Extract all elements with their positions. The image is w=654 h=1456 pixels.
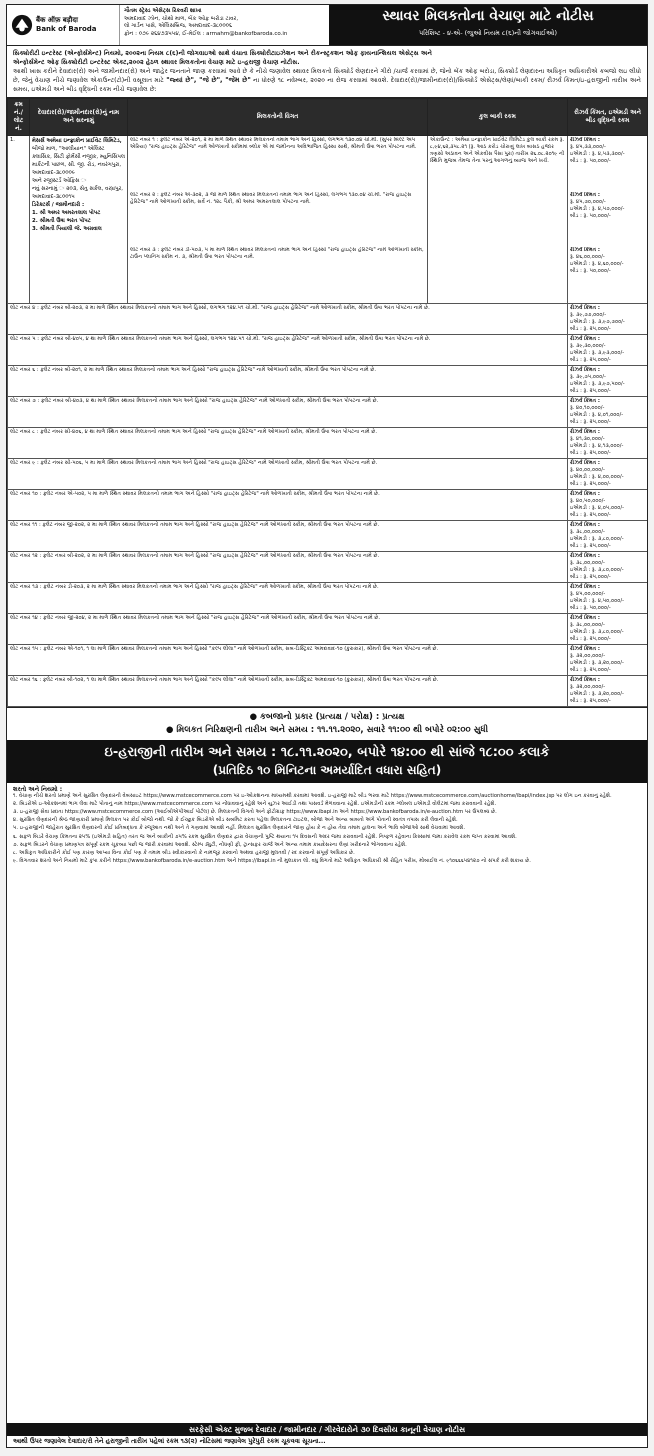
lot-description: લોટ નંબર ૭ : ફ્લેટ નંબર બી-૪૦૩, ૪ થા માળે સ્થિત સ્થાવર મિલકતનો તમામ ભાગ અને હિસ્સો "રાજ હાઇટ્સ હેરિટેજ" નામે ઓળખાતી સ્કીમ, શ્રીમતી ઉષા ભરત પોપટના નામે છે.: [8, 397, 568, 428]
reserve-value: રૂ. ૩૨,૦૦,૦૦૦/-: [570, 684, 606, 690]
reserve-label: રીઝર્વ કિંમત :: [570, 615, 600, 621]
intro-body-1: આથી ખાસ કરીને દેવાદાર(રો) અને જામીનદાર(રો) અને જાહેર જનતાને જાણ કરવામાં આવે છે કે નીચે જણાવેલ સ્થાવર મિલકતો સિક્યોર્ડ લેણદારને ગીરો /ચાર્જ કરવામાં છે, જેનો બેંક ઓફ બરોડા, સિક્યોર્ડ લેણદારના અધિકૃત અધિકારીએ કબજો લઇ લીધો છે, જેનું વેચાણ નીચે જણાવેલ એકાઉન્ટ(ટો)ની વસૂલાત માટે: [13, 68, 641, 84]
terms-item: ૫. ઇ-હરાજીની જાહેરાત સુરક્ષિત લેણદારની કોઈ પ્રતિબદ્ધતા કે રજૂઆત નથી અને તે ગણવામાં આવશે નહીં. મિલકત સુરક્ષિત લેણદારને જાણ હોય કે ન હોય તેવા તમામ હાલના અને ભાવિ બોજાઓ સાથે વેચવામાં આવશે.: [13, 825, 466, 832]
reserve-label: રીઝર્વ કિંમત :: [570, 398, 600, 404]
bid-increment: બીડ : રૂ. ૨૫,૦૦૦/-: [570, 574, 611, 580]
emd-value: ઇએમડી : રૂ. ૩,૨૦,૦૦૦/-: [570, 691, 624, 697]
bank-name-hindi: बैंक ऑफ़ बड़ौदा: [36, 16, 78, 24]
reserve-price-group: [568, 136, 648, 304]
reserve-value: રૂ. ૩૮,૦૦,૦૦૦/-: [570, 622, 605, 628]
auction-banner: [7, 740, 647, 783]
table-row: [8, 304, 648, 335]
bid-increment: બીડ : રૂ. ૨૫,૦૦૦/-: [570, 543, 611, 549]
bank-name-english: Bank of Baroda: [36, 25, 97, 33]
col-header-sr: ક્રમ નં./ લોટ નં.: [8, 99, 30, 136]
bid-increment: બીડ : રૂ. ૨૫,૦૦૦/-: [570, 667, 611, 673]
reserve-price: [568, 459, 648, 490]
intro-body: [13, 67, 641, 94]
possession-inspection: [7, 707, 647, 740]
table-row: [8, 397, 648, 428]
terms-heading: શરતો અને નિયમો :: [13, 786, 63, 793]
notice-subtitle: પરિશિષ્ટ - ૪-એ- (જુઓ નિયમ ૮(૬)ની જોગવાઈઓ): [419, 29, 557, 37]
reserve-label: રીઝર્વ કિંમત :: [570, 646, 600, 652]
lot-description: લોટ નંબર ૧૨ : ફ્લેટ નંબર બી-૨૦૨, ૨ મા માળે સ્થિત સ્થાવર મિલકતનો તમામ ભાગ અને હિસ્સો "રાજ હાઇટ્સ હેરિટેજ" નામે ઓળખાતી સ્કીમ, શ્રીમતી ઉષા ભરત પોપટના નામે છે.: [8, 552, 568, 583]
lot-rows: [8, 304, 648, 707]
reserve-label: રીઝર્વ કિંમત :: [570, 192, 600, 198]
emd-value: ઇએમડી : રૂ. ૪,૦૧,૦૦૦/-: [570, 412, 624, 418]
notice-title: સ્થાવર મિલકતોના વેચાણ માટે નોટીસ: [382, 8, 594, 24]
reserve-label: રીઝર્વ કિંમત :: [570, 305, 600, 311]
lot-description: લોટ નંબર ૨ : ફ્લેટ નંબર એ-૩૦૨, ૩ જા માળે સ્થિત સ્થાવર મિલકતનો તમામ ભાગ અને હિસ્સો, લગભગ ૧૩૦.૦૪ ચો.મી. "રાજ હાઇટ્સ હેરિટેજ" નામે ઓળખાતી સ્કીમ, સર્વે નં. ૧૨૮ પૈકી, શ્રી અમર અમરતલાલ પોપટના નામે.: [130, 192, 412, 205]
reserve-value: રૂ. ૪૫,૦૦,૦૦૦/-: [570, 591, 606, 597]
bid-increment: બીડ : રૂ. ૫૦,૦૦૦/-: [570, 268, 611, 274]
reserve-label: રીઝર્વ કિંમત :: [570, 247, 600, 253]
lot-description: લોટ નંબર ૧૦ : ફ્લેટ નંબર એ-૫૦૨, ૫ મા માળે સ્થિત સ્થાવર મિલકતનો તમામ ભાગ અને હિસ્સો "રાજ હાઇટ્સ હેરિટેજ" નામે ઓળખાતી સ્કીમ, શ્રીમતી ઉષા ભરત પોપટના નામે છે.: [8, 490, 568, 521]
reserve-value: રૂ. ૪૫,૭૦,૦૦૦/-: [570, 199, 606, 205]
borrower-line: 2. શ્રીમતી ઉષા ભરત પોપટ: [32, 218, 91, 224]
emd-value: ઇએમડી : રૂ. ૪,૫૭,૦૦૦/-: [570, 206, 625, 212]
lot-description: લોટ નંબર ૩ : ફ્લેટ નંબર ડી-૫૦૩, ૫ મા માળે સ્થિત સ્થાવર મિલકતનો તમામ ભાગ અને હિસ્સો "રાજ હાઇટ્સ હેરિટેજ" નામે ઓળખાતી સ્કીમ, ટાઉન પ્લાનિંગ સ્કીમ નં. ૩, શ્રીમતી ઉષા ભરત પોપટના નામે.: [130, 247, 424, 260]
emd-value: ઇએમડી : રૂ. ૩,૯૭,૫૦૦/-: [570, 381, 625, 387]
terms-item: ૩. ઇ-હરાજી સેવા પ્રદાતા https://www.mstcecommerce.com (આઈબીએપીઆઈ પોર્ટલ) છે. મિલકતની વિગતો અને ફોટોગ્રાફ https://www.ibapi.in અને https://www.bankofbaroda.in/e-auction.htm પર ઉપલબ્ધ છે.: [13, 809, 497, 816]
lot-description: લોટ નંબર ૧૪ : ફ્લેટ નંબર જી-૨૦૪, ૨ મા માળે સ્થિત સ્થાવર મિલકતનો તમામ ભાગ અને હિસ્સો "રાજ હાઇટ્સ હેરિટેજ" નામે ઓળખાતી સ્કીમ, શ્રીમતી ઉષા ભરત પોપટના નામે છે.: [8, 614, 568, 645]
reserve-price: [568, 428, 648, 459]
reserve-value: રૂ. ૩૮,૦૦,૦૦૦/-: [570, 529, 605, 535]
emd-value: ઇએમડી : રૂ. ૪,૫૦,૦૦૦/-: [570, 598, 624, 604]
reserve-price: [568, 366, 648, 397]
reserve-value: રૂ. ૩૯,૭૫,૦૦૦/-: [570, 374, 606, 380]
reserve-label: રીઝર્વ કિંમત :: [570, 429, 600, 435]
table-row: [8, 521, 648, 552]
bid-increment: બીડ : રૂ. ૨૫,૦૦૦/-: [570, 388, 611, 394]
lot-description: લોટ નંબર ૧૧ : ફ્લેટ નંબર જી-૨૦૨, ૨ મા માળે સ્થિત સ્થાવર મિલકતનો તમામ ભાગ અને હિસ્સો "રાજ હાઇટ્સ હેરિટેજ" નામે ઓળખાતી સ્કીમ, શ્રીમતી ઉષા ભરત પોપટના નામે છે.: [8, 521, 568, 552]
auction-datetime: ઇ-હરાજીની તારીખ અને સમય : ૧૮.૧૧.૨૦૨૦, બપોરે ૧૪:૦૦ થી સાંજે ૧૮:૦૦ કલાકે: [104, 745, 550, 760]
footer-title: સરફેસી એક્ટ મુજબ દેવાદાર / જામીનદાર / ગીરવેદારોને ૩૦ દિવસીય કાનૂની વેચાણ નોટીસ: [7, 1423, 647, 1436]
reserve-price: [568, 304, 648, 335]
table-row: [8, 490, 648, 521]
reserve-price: [570, 247, 645, 302]
reserve-value: રૂ. ૪૦,૧૦,૦૦૦/-: [570, 405, 605, 411]
emd-value: ઇએમડી : રૂ. ૩,૮૦,૦૦૦/-: [570, 629, 624, 635]
terms-item: ૨. બિડરોએ ઇ-ઓકશનમાં ભાગ લેવા માટે પોતાનું નામ https://www.mstcecommerce.com પર નોંધાવવાનું રહેશે અને યુઝર આઈડી તથા પાસવર્ડ મેળવવાના રહેશે. ઇએમડીની રકમ ગ્લોબલ ઇએમડી વોલેટમાં જમા કરાવવાની રહેશે.: [13, 801, 497, 808]
bid-increment: બીડ : રૂ. ૫૦,૦૦૦/-: [570, 605, 611, 611]
borrower-line: ડિરેક્ટર્સ / જામીનદારો :: [32, 202, 85, 208]
lot-description: લોટ નંબર ૧ : ફ્લેટ નંબર એ-૨૦૧, ૨ મા માળે સ્થિત સ્થાવર મિલકતનો તમામ ભાગ અને હિસ્સો, લગભગ ૧૩૦.૦૪ ચો.મી. (સુપર બિલ્ટ અપ એરિયા) "રાજ હાઇટ્સ હેરિટેજ" નામે ઓળખાતી સ્કીમમાં બ્લોક એ માં જમીનના અવિભાજિત હિસ્સા સાથે, શ્રીમતી ઉષા ભરત પોપટના નામે.: [130, 137, 417, 150]
branch-address: [119, 5, 329, 45]
bid-increment: બીડ : રૂ. ૫૦,૦૦૦/-: [570, 158, 611, 164]
col-header-reserve: રીઝર્વ કિંમત, ઇએમડી અને બીડ વૃદ્ધિની રકમ: [568, 99, 648, 136]
outstanding-amount: એકાઉન્ટ : અમેયા ઇન્ફ્રાકોન પ્રાઈવેટ લિમિટેડ કુલ બાકી રકમ રૂ. ૮,૯૪,૬૨,૩૫૮.૨૧ (રૂ. આઠ કરોડ ચોરાણું લાખ બાસઠ હજાર ત્રણસો અઠાવન અને એકવીસ પૈસા પુરા) તારીખ ૨૬.૦૮.૨૦૧૯ ની સ્થિતિ મુજબ તેમજ તેના પરનું આગળનું વ્યાજ અને ખર્ચ.: [428, 136, 568, 304]
intro-body-2: ના ધોરણે ૧૮ નવેમ્બર, ૨૦૨૦ ના રોજ કરવામાં આવશે. દેવાદાર(રો)/જામીનદાર(રો)/સિક્યોર્ડ એસેટ્સ/લેણાં/બાકી રકમ/ રીઝર્વ કિંમત/ઇ-હરાજીની તારીખ અને સમય, ઇએમડી અને બીડ વૃદ્ધિની રકમ નીચે જણાવેલ છે:: [13, 77, 641, 93]
terms-item: ૯. વિગતવાર શરતો અને નિયમો માટે કૃપા કરીને https://www.bankofbaroda.in/e-auction.htm અને https://ibapi.in ની મુલાકાત લો. વધુ વિગતો માટે અધિકૃત અધિકારી શ્રી રોહિત પરીખ, મોબાઈલ નં. ૯૧૦૬૬૬૫૪૧૨૭ નો સંપર્ક કરી શકાય છે.: [13, 857, 531, 864]
reserve-price: [570, 137, 645, 192]
reserve-value: રૂ. ૩૮,૦૦,૦૦૦/-: [570, 560, 605, 566]
borrower-line: 3. શ્રીમતી પિયાલી જે. અગ્રવાલ: [32, 226, 102, 232]
borrower-line: 1. શ્રી અમર અમરતલાલ પોપટ: [32, 210, 101, 216]
as-is-clause: "જ્યાં છે", "જે છે", "જેમ છે": [166, 76, 251, 84]
reserve-label: રીઝર્વ કિંમત :: [570, 522, 600, 528]
reserve-label: રીઝર્વ કિંમત :: [570, 584, 600, 590]
reserve-value: રૂ. ૪૦,૦૦,૦૦૦/-: [570, 467, 605, 473]
terms-item: ૪. સુરક્ષિત લેણદારની શ્રેષ્ઠ જાણકારી પ્રમાણે મિલકત પર કોઈ બોજો નથી. જો કે ઈચ્છુક બિડરોએ બીડ સબમિટ કરતા પહેલા મિલકતના ટાઇટલ, બોજા અને અન્ય બાબતો અંગે પોતાની સ્વતંત્ર તપાસ કરી લેવાની રહેશે.: [13, 817, 458, 824]
reserve-value: રૂ. ૪૦,૫૦,૦૦૦/-: [570, 498, 606, 504]
reserve-price: [568, 645, 648, 676]
reserve-value: રૂ. ૪૧,૩૦,૦૦૦/-: [570, 436, 605, 442]
table-row: [8, 583, 648, 614]
emd-value: ઇએમડી : રૂ. ૪,૬૦,૦૦૦/-: [570, 261, 624, 267]
intro-section: [7, 46, 647, 98]
bid-increment: બીડ : રૂ. ૨૫,૦૦૦/-: [570, 357, 611, 363]
table-row: [8, 676, 648, 707]
bid-increment: બીડ : રૂ. ૨૫,૦૦૦/-: [570, 326, 611, 332]
borrower-line: બીજો માળ, "આલીયાન" એલિસ્ટ ક્લાસિક, સિટી ફોર્મેસી નજીક, મ્યુનિસિપલ માર્કેટની પાછળ, સી. જી. રોડ, નવરંગપુરા, અમદાવાદ-૩૮૦૦૦૯: [32, 146, 125, 176]
table-row: [8, 428, 648, 459]
table-row: [8, 552, 648, 583]
emd-value: ઇએમડી : રૂ. ૪,૦૦,૦૦૦/-: [570, 474, 624, 480]
reserve-price: [568, 490, 648, 521]
lot-description: લોટ નંબર ૧૩ : ફ્લેટ નંબર ડી-૨૦૩, ૨ મા માળે સ્થિત સ્થાવર મિલકતનો તમામ ભાગ અને હિસ્સો "રાજ હાઇટ્સ હેરિટેજ" નામે ઓળખાતી સ્કીમ, શ્રીમતી ઉષા ભરત પોપટના નામે છે.: [8, 583, 568, 614]
bob-logo-icon: [11, 14, 33, 36]
lot-description: લોટ નંબર ૪ : ફ્લેટ નંબર બી-૨૦૩, ૨ મા માળે સ્થિત સ્થાવર મિલકતનો તમામ ભાગ અને હિસ્સો, લગભગ ૧૨૪.૫૧ ચો.મી. "રાજ હાઇટ્સ હેરિટેજ" નામે ઓળખાતી સ્કીમ, શ્રીમતી ઉષા ભરત પોપટના નામે છે.: [8, 304, 568, 335]
auction-extension: (પ્રતિદિઠ ૧૦ મિનિટના અમર્યાદિત વધારા સહિત): [212, 763, 442, 777]
emd-value: ઇએમડી : રૂ. ૩,૮૦,૦૦૦/-: [570, 536, 624, 542]
reserve-label: રીઝર્વ કિંમત :: [570, 336, 600, 342]
lot-description: લોટ નંબર ૧૫ : ફ્લેટ નંબર એ-૧૦૧, ૧ લા માળે સ્થિત સ્થાવર મિલકતનો તમામ ભાગ અને હિસ્સો "કલ્પ લીલા" નામે ઓળખાતી સ્કીમ, સબ-ડિસ્ટ્રિક્ટ અમદાવાદ-૧૦ (કુરુકાર), શ્રીમતી ઉષા ભરત પોપટના નામે છે.: [8, 645, 568, 676]
branch-line: ગૌતમ સ્ટ્રેસ્ડ એસેટ્સ રિકવરી શાખા: [124, 8, 202, 14]
notice-page: [6, 4, 648, 1448]
terms-list: [13, 793, 641, 865]
property-details: [128, 136, 428, 304]
bid-increment: બીડ : રૂ. ૨૫,૦૦૦/-: [570, 512, 611, 518]
branch-contact: ફોન : ૦૭૯ ૨૬૪૭૩૫૫૪, ઈ-મેઈલ : armahm@bankofbaroda.co.in: [124, 30, 288, 37]
table-row: [8, 645, 648, 676]
terms-section: [7, 783, 647, 1123]
terms-item: ૭. સફળ બિડરને વેચાણ પ્રમાણપત્ર સંપૂર્ણ રકમ ચૂકવ્યા પછી જ જારી કરવામાં આવશે. સ્ટેમ્પ ડ્યુટી, નોંધણી ફી, ટ્રાન્સફર ચાર્જ અને અન્ય તમામ કાયદેસરના લેણાં ખરીદનારે ભોગવવાના રહેશે.: [13, 841, 407, 848]
emd-value: ઇએમડી : રૂ. ૪,૫૩,૩૦૦/-: [570, 151, 625, 157]
footer-text: આથી ઉપર જણાવેલ દેવાદાર/રો તેને હરાજીની તારીખ પહેલાં રકમ ૧૩(૨) નોટિસમાં જણાવેલ પુરેપુરી રકમ ચૂકવવા સૂચના...: [13, 1438, 326, 1445]
table-row: [8, 136, 648, 304]
reserve-value: રૂ. ૪૫,૩૩,૦૦૦/-: [570, 144, 606, 150]
reserve-label: રીઝર્વ કિંમત :: [570, 367, 600, 373]
reserve-value: રૂ. ૩૯,૭૭,૦૦૦/-: [570, 312, 607, 318]
table-row: [8, 335, 648, 366]
reserve-price: [568, 614, 648, 645]
table-row: [8, 614, 648, 645]
table-row: [8, 366, 648, 397]
notice-title-box: [329, 5, 647, 45]
table-header-row: [8, 99, 648, 136]
reserve-price: [568, 583, 648, 614]
footer: [7, 1423, 647, 1447]
borrower-line: મેસર્સ અમેયા ઇન્ફ્રાકોન પ્રાઈવેટ લિમિટેડ,: [32, 138, 122, 144]
branch-line: અમદાવાદ ઝોન, ચોથો માળ, બેંક ઓફ બરોડા ટાવર,: [124, 15, 239, 22]
reserve-price: [568, 335, 648, 366]
reserve-price: [570, 192, 645, 247]
bid-increment: બીડ : રૂ. ૨૫,૦૦૦/-: [570, 481, 611, 487]
reserve-price: [568, 397, 648, 428]
reserve-price: [568, 676, 648, 707]
emd-value: ઇએમડી : રૂ. ૩,૯૭,૭૦૦/-: [570, 319, 625, 325]
reserve-label: રીઝર્વ કિંમત :: [570, 460, 600, 466]
bank-logo: [7, 5, 119, 45]
sr-number: 1.: [8, 136, 30, 304]
bid-increment: બીડ : રૂ. ૫૦,૦૦૦/-: [570, 213, 611, 219]
reserve-label: રીઝર્વ કિંમત :: [570, 553, 600, 559]
reserve-price: [568, 552, 648, 583]
emd-value: ઇએમડી : રૂ. ૩,૨૦,૦૦૦/-: [570, 660, 624, 666]
terms-item: ૬. સફળ બિડરે વેચાણ કિંમતના ૨૫% (ઇએમડી સહિત) તરત જ અને બાકીની ૭૫% રકમ સુરક્ષિત લેણદાર દ્વારા વેચાણની પુષ્ટિ થયાના ૧૫ દિવસની અંદર જમા કરાવવાની રહેશે. નિષ્ફળ રહેવાના કિસ્સામાં જમા કરાવેલ રકમ જપ્ત કરવામાં આવશે.: [13, 833, 517, 840]
reserve-label: રીઝર્વ કિંમત :: [570, 677, 600, 683]
borrower-line: અને રજીસ્ટર્ડ ઓફિસ ઃ: [32, 178, 87, 184]
emd-value: ઇએમડી : રૂ. ૪,૧૩,૦૦૦/-: [570, 443, 624, 449]
col-header-property: મિલકતોની વિગત: [128, 99, 428, 136]
emd-value: ઇએમડી : રૂ. ૩,૮૦,૦૦૦/-: [570, 567, 624, 573]
emd-value: ઇએમડી : રૂ. ૩,૯૩,૦૦૦/-: [570, 350, 625, 356]
terms-item: ૮. અધિકૃત અધિકારીને કોઈ પણ કારણ આપ્યા વિના કોઈ પણ કે તમામ બીડ સ્વીકારવાનો કે નામંજૂર કરવાનો અથવા હરાજી મુલતવી / રદ કરવાનો સંપૂર્ણ અધિકાર છે.: [13, 849, 355, 856]
reserve-value: રૂ. ૪૬,૦૦,૦૦૦/-: [570, 254, 605, 260]
lot-description: લોટ નંબર ૬ : ફ્લેટ નંબર બી-૨૦૧, ૨ મા માળે સ્થિત સ્થાવર મિલકતનો તમામ ભાગ અને હિસ્સો "રાજ હાઇટ્સ હેરિટેજ" નામે ઓળખાતી સ્કીમ, શ્રીમતી ઉષા ભરત પોપટના નામે છે.: [8, 366, 568, 397]
intro-heading-1: સિક્યોરીટી ઇન્ટરેસ્ટ (એન્ફોર્સમેન્ટ) નિયમો, ૨૦૦૨ના નિયમ ૮(૬)ની જોગવાઇઓ સાથે વંચાતા સિક્યોરીટાઇઝેશન અને રીકન્સ્ટ્રકશન ઓફ ફાયનાન્શિયલ એસેટ્સ અને: [13, 50, 432, 57]
col-header-borrower: દેવાદાર(રો)/જામીનદાર(રો)નું નામ અને સરનામું: [30, 99, 128, 136]
possession-type: ● કબજાનો પ્રકાર (પ્રત્યક્ષ / પરોક્ષ) : પ્રત્યક્ષ: [249, 712, 405, 722]
table-row: [8, 459, 648, 490]
reserve-price: [568, 521, 648, 552]
col-header-dues: કુલ બાકી રકમ: [428, 99, 568, 136]
emd-value: ઇએમડી : રૂ. ૪,૦૫,૦૦૦/-: [570, 505, 624, 511]
terms-item: ૧. વેચાણ નીચે શરતો પ્રમાણે અને સુરક્ષિત લેણદારની વેબસાઇટ https://www.mstcecommerce.com પર ઇ-ઓકશનના માધ્યમથી કરવામાં આવશે. ઇ-હરાજી માટે બીડ ભરવા માટે https://www.mstcecommerce.com/auctionhome/ibapi/index.jsp પર લોગ ઇન કરવાનું રહેશે.: [13, 793, 612, 800]
lot-description: લોટ નંબર ૫ : ફ્લેટ નંબર બી-૪૦૫, ૪ થા માળે સ્થિત સ્થાવર મિલકતનો તમામ ભાગ અને હિસ્સો, લગભગ ૧૨૪.૫૧ ચો.મી. "રાજ હાઇટ્સ હેરિટેજ" નામે ઓળખાતી સ્કીમ, શ્રીમતી ઉષા ભરત પોપટના નામે છે.: [8, 335, 568, 366]
reserve-label: રીઝર્વ કિંમત :: [570, 491, 600, 497]
bid-increment: બીડ : રૂ. ૨૫,૦૦૦/-: [570, 636, 611, 642]
reserve-value: રૂ. ૩૯,૩૦,૦૦૦/-: [570, 343, 606, 349]
notice-header: [7, 5, 647, 46]
reserve-label: રીઝર્વ કિંમત :: [570, 137, 600, 143]
reserve-value: રૂ. ૩૨,૦૦,૦૦૦/-: [570, 653, 606, 659]
borrower-details: [30, 136, 128, 304]
intro-heading-2: એન્ફોર્સમેન્ટ ઓફ સિક્યોરીટી ઇન્ટરેસ્ટ એક્ટ,૨૦૦૨ હેઠળ સ્થાવર મિલકતોના વેચાણ માટે ઇ-હરાજી વેચાણ નોટીસ.: [13, 59, 300, 66]
bid-increment: બીડ : રૂ. ૨૫,૦૦૦/-: [570, 450, 611, 456]
branch-line: લો ગાર્ડન પાસે, એલિસબ્રિજ, અમદાવાદ-૩૮૦૦૦૬: [124, 23, 233, 29]
inspection-date: ● મિલકત નિરિક્ષણની તારીખ અને સમય : ૧૧.૧૧.૨૦૨૦, સવારે ૧૧:૦૦ થી બપોરે ૦૨:૦૦ સુધી: [165, 725, 488, 735]
bid-increment: બીડ : રૂ. ૨૫,૦૦૦/-: [570, 419, 611, 425]
bid-increment: બીડ : રૂ. ૨૫,૦૦૦/-: [570, 698, 611, 704]
lot-description: લોટ નંબર ૯ : ફ્લેટ નંબર સી-૫૦૬, ૫ મા માળે સ્થિત સ્થાવર મિલકતનો તમામ ભાગ અને હિસ્સો "રાજ હાઇટ્સ હેરિટેજ" નામે ઓળખાતી સ્કીમ, શ્રીમતી ઉષા ભરત પોપટના નામે છે.: [8, 459, 568, 490]
borrower-line: નવું સરનામું ઃ ૨૦૩, સેતુ સર્કલ, વસ્ત્રાપુર, અમદાવાદ-૩૮૦૦૧૫: [32, 186, 123, 200]
property-table: [7, 98, 648, 707]
lot-description: લોટ નંબર ૮ : ફ્લેટ નંબર સી-૪૦૬, ૪ થા માળે સ્થિત સ્થાવર મિલકતનો તમામ ભાગ અને હિસ્સો "રાજ હાઇટ્સ હેરિટેજ" નામે ઓળખાતી સ્કીમ, શ્રીમતી ઉષા ભરત પોપટના નામે છે.: [8, 428, 568, 459]
lot-description: લોટ નંબર ૧૬ : ફ્લેટ નંબર બી-૧૦૨, ૧ લા માળે સ્થિત સ્થાવર મિલકતનો તમામ ભાગ અને હિસ્સો "કલ્પ લીલા" નામે ઓળખાતી સ્કીમ, સબ-ડિસ્ટ્રિક્ટ અમદાવાદ-૧૦ (કુરુકાર), શ્રીમતી ઉષા ભરત પોપટના નામે છે.: [8, 676, 568, 707]
